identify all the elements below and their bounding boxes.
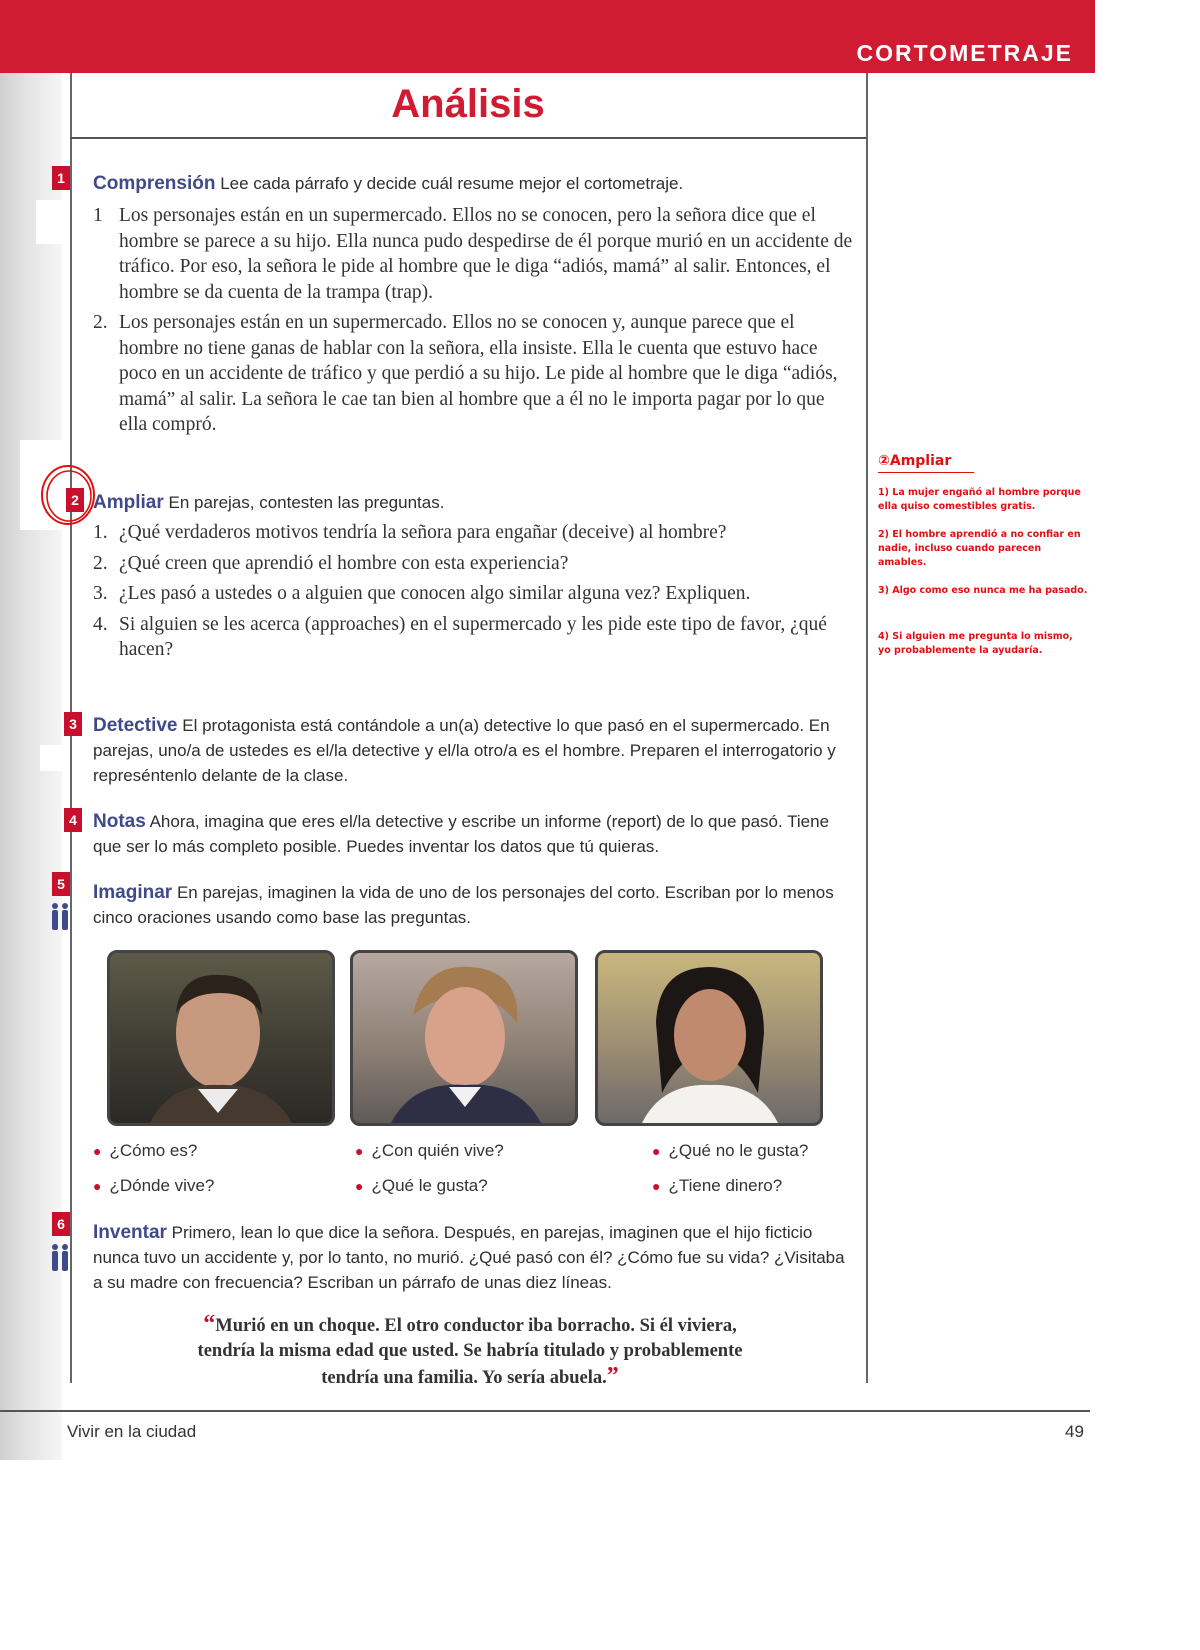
page-title: Análisis	[391, 82, 545, 126]
question-text: ¿Con quién vive?	[371, 1141, 504, 1160]
section-label: CORTOMETRAJE	[856, 40, 1073, 66]
item-text: ¿Les pasó a ustedes o a alguien que conocen algo similar alguna vez? Expliquen.	[119, 583, 751, 604]
item-text: ¿Qué creen que aprendió el hombre con esta experiencia?	[119, 552, 569, 574]
quote-text: Murió en un choque. El otro conductor iba borracho. Si él viviera, tendría la misma edad que usted. Se habría titulado y probablemente tendría una familia. Yo sería abuela.	[197, 1316, 743, 1388]
question-bullet: ● ¿Dónde vive?	[93, 1176, 215, 1195]
handwritten-note: 1) La mujer engañó al hombre porque ella quiso comestibles gratis.	[878, 487, 1081, 512]
item-text: Si alguien se les acerca (approaches) en el supermercado y les pide este tipo de favor, ¿qué hacen?	[119, 613, 827, 660]
question-bullet: ● ¿Tiene dinero?	[652, 1176, 783, 1195]
handwritten-note: 4) Si alguien me pregunta lo mismo, yo probablemente la ayudaría.	[878, 631, 1073, 656]
book-title: Vivir en la ciudad	[67, 1422, 197, 1441]
exercise-text: Lee cada párrafo y decide cuál resume mejor el cortometraje.	[220, 174, 684, 193]
exercise-1-instruction	[93, 171, 853, 196]
question-text: ¿Cómo es?	[109, 1141, 198, 1160]
handwritten-title: ②Ampliar	[878, 453, 952, 469]
list-item	[93, 581, 853, 607]
exercise-number: 6	[52, 1212, 70, 1236]
exercise-2-items	[93, 520, 853, 668]
exercise-number: 1	[52, 166, 70, 190]
right-column-line	[866, 73, 868, 1383]
exercise-text: Primero, lean lo que dice la señora. Después, en parejas, imaginen que el hijo ficticio nunca tuvo un accidente y, por lo tanto, no murió. ¿Qué pasó con él? ¿Cómo fue su vida? ¿Visitaba a su madre con frecuencia? Escriban un párrafo de unas diez líneas.	[93, 1223, 845, 1292]
item-number: 3.	[93, 583, 108, 604]
exercise-number: 3	[64, 712, 82, 736]
exercise-2-instruction	[93, 490, 853, 515]
handwritten-note: 3) Algo como eso nunca me ha pasado.	[878, 585, 1088, 596]
footer-rule	[0, 1410, 1090, 1412]
question-text: ¿Qué no le gusta?	[668, 1141, 809, 1160]
exercise-text: El protagonista está contándole a un(a) detective lo que pasó en el supermercado. En parejas, uno/a de ustedes es el/la detective y el/la otro/a es el hombre. Preparen el interrogatorio y represéntenlo delante de la clase.	[93, 716, 836, 785]
item-number: 1.	[93, 522, 108, 543]
question-text: ¿Qué le gusta?	[371, 1176, 488, 1195]
item-text: Los personajes están en un supermercado. Ellos no se conocen y, aunque parece que el hombre no tiene ganas de hablar con la señora, ella insiste. Ella le cuenta que estuvo hace poco en un accidente de tráfico y que perdió a su hijo. Le pide al hombre que le diga “adiós, mamá” al salir. La señora le cae tan bien al hombre que a él no le importa pagar por lo que ella compró.	[119, 312, 838, 435]
scan-mask	[36, 200, 84, 244]
exercise-heading: Inventar	[93, 1222, 167, 1243]
item-text: ¿Qué verdaderos motivos tendría la señora para engañar (deceive) al hombre?	[119, 522, 727, 543]
character-photo-woman	[350, 950, 578, 1126]
exercise-text: En parejas, contesten las preguntas.	[168, 493, 445, 512]
list-item	[93, 520, 853, 546]
question-bullet: ● ¿Cómo es?	[93, 1141, 198, 1160]
handwritten-note: 2) El hombre aprendió a no confiar en nadie, incluso cuando parecen amables.	[878, 529, 1081, 568]
exercise-5-instruction	[93, 880, 853, 930]
page-number: 49	[1065, 1422, 1084, 1441]
list-item	[93, 551, 853, 577]
question-bullet: ● ¿Qué no le gusta?	[652, 1141, 809, 1160]
item-number: 4.	[93, 613, 108, 635]
question-text: ¿Tiene dinero?	[668, 1176, 783, 1195]
title-rule	[70, 137, 867, 139]
exercise-number: 5	[52, 872, 70, 896]
exercise-number: 2	[66, 488, 84, 512]
exercise-3-instruction	[93, 713, 853, 788]
question-bullet: ● ¿Qué le gusta?	[355, 1176, 488, 1195]
exercise-6-instruction	[93, 1220, 853, 1295]
item-number: 2.	[93, 552, 108, 574]
exercise-heading: Comprensión	[93, 173, 216, 194]
open-quote-mark: “	[203, 1311, 216, 1337]
list-item	[93, 310, 853, 438]
pair-work-icon	[50, 1243, 70, 1273]
scan-mask	[40, 745, 70, 771]
exercise-heading: Detective	[93, 715, 178, 736]
item-number: 2.	[93, 312, 108, 333]
exercise-1-items	[93, 203, 853, 443]
pull-quote	[190, 1312, 750, 1391]
character-photo-man	[107, 950, 335, 1126]
exercise-text: Ahora, imagina que eres el/la detective y escribe un informe (report) de lo que pasó. Tiene que ser lo más completo posible. Puedes inventar los datos que tú quieras.	[93, 812, 830, 856]
question-text: ¿Dónde vive?	[109, 1176, 215, 1195]
exercise-4-instruction	[93, 809, 853, 859]
exercise-number: 4	[64, 808, 82, 832]
exercise-heading: Imaginar	[93, 882, 173, 903]
pair-work-icon	[50, 902, 70, 932]
handwritten-underline	[878, 472, 974, 473]
close-quote-mark: ”	[606, 1363, 619, 1389]
question-bullet: ● ¿Con quién vive?	[355, 1141, 504, 1160]
exercise-text: En parejas, imaginen la vida de uno de los personajes del corto. Escriban por lo menos cinco oraciones usando como base las preguntas.	[93, 883, 834, 927]
item-number: 1	[93, 205, 103, 226]
exercise-heading: Notas	[93, 811, 146, 832]
list-item	[93, 203, 853, 305]
list-item	[93, 612, 853, 663]
exercise-heading: Ampliar	[93, 492, 164, 513]
character-photo-cashier	[595, 950, 823, 1126]
section-header-bar	[0, 0, 1095, 73]
item-text: Los personajes están en un supermercado. Ellos no se conocen, pero la señora dice que el hombre se parece a su hijo. Ella nunca pudo despedirse de él porque murió en un accidente de tráfico. Por eso, la señora le pide al hombre que le diga “adiós, mamá” al salir. Entonces, el hombre se da cuenta de la trampa (trap).	[119, 205, 853, 303]
